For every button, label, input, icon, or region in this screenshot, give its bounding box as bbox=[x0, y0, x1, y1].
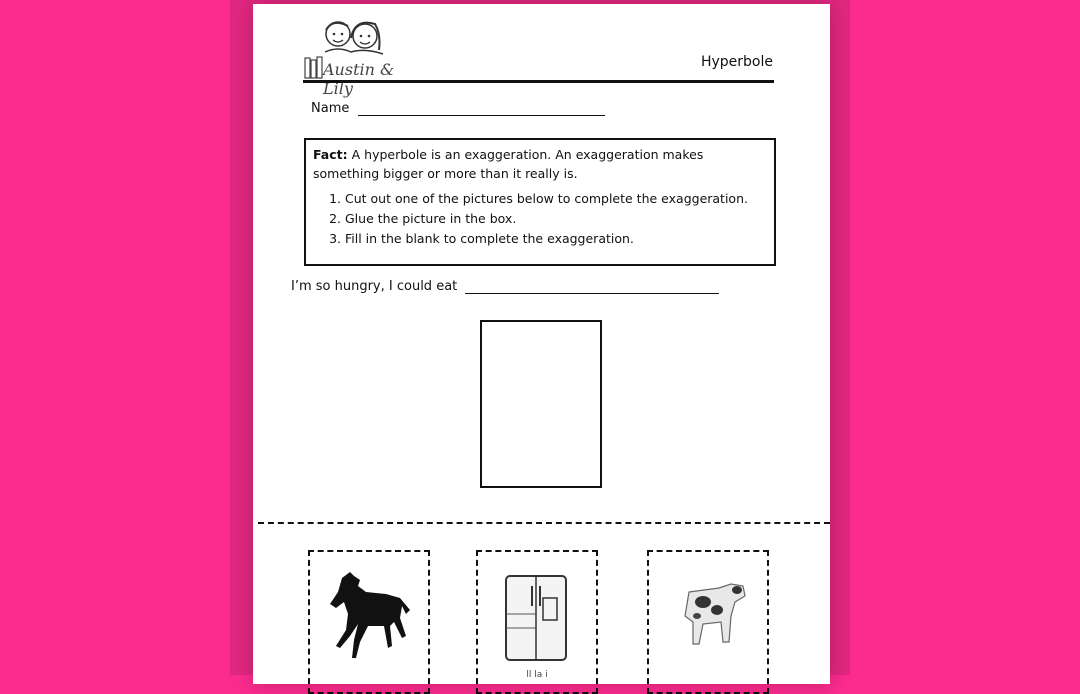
picture-card-cow[interactable] bbox=[647, 550, 769, 694]
name-blank-line[interactable] bbox=[358, 101, 605, 116]
picture-card-horse[interactable] bbox=[308, 550, 430, 694]
worksheet-page bbox=[253, 4, 830, 684]
refrigerator-icon bbox=[488, 566, 584, 666]
sentence-blank-line[interactable] bbox=[465, 279, 719, 294]
sentence-text: I’m so hungry, I could eat bbox=[291, 279, 458, 294]
fact-box bbox=[304, 138, 776, 266]
instruction-list bbox=[313, 189, 767, 249]
instruction-step: 2. Glue the picture in the box. bbox=[345, 209, 767, 229]
instruction-step: 3. Fill in the blank to complete the exaggeration. bbox=[345, 229, 767, 249]
picture-card-refrigerator[interactable] bbox=[476, 550, 598, 694]
header-rule bbox=[303, 80, 774, 83]
worksheet-topic: Hyperbole bbox=[700, 54, 773, 70]
name-label: Name bbox=[311, 101, 350, 116]
card-caption: ll la i bbox=[526, 670, 548, 680]
exaggeration-sentence bbox=[291, 279, 719, 294]
logo-text: Austin & Lily bbox=[323, 60, 395, 98]
cut-line bbox=[258, 522, 830, 524]
name-row bbox=[311, 101, 605, 116]
fact-label: Fact: bbox=[313, 147, 348, 162]
fact-text: A hyperbole is an exaggeration. An exaggeration makes something bigger or more than it really is. bbox=[313, 147, 704, 181]
cow-icon bbox=[659, 566, 755, 666]
instruction-step: 1. Cut out one of the pictures below to complete the exaggeration. bbox=[345, 189, 767, 209]
horse-icon bbox=[320, 566, 416, 666]
austin-lily-logo bbox=[303, 12, 413, 98]
glue-picture-box[interactable] bbox=[480, 320, 602, 488]
